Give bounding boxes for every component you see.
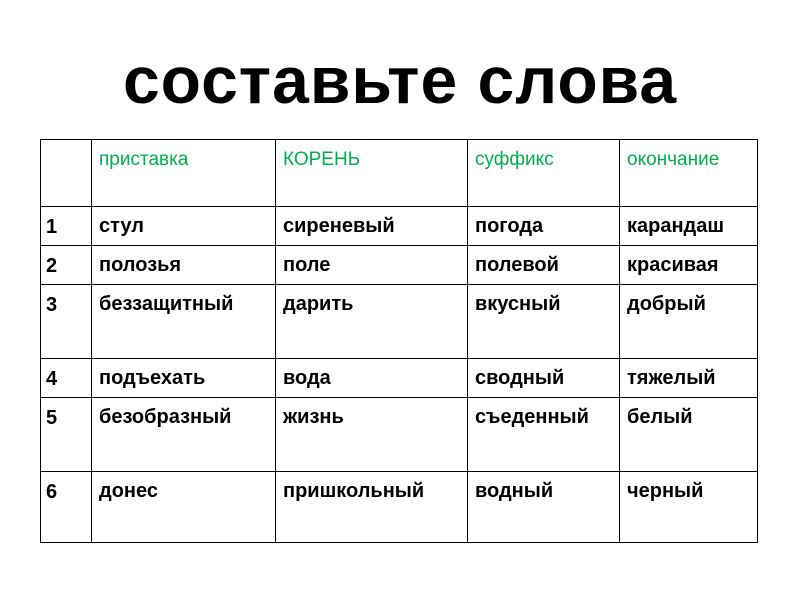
row-number: 3 (41, 285, 92, 359)
table-cell: стул (92, 207, 276, 246)
table-cell: дарить (276, 285, 468, 359)
table-cell: донес (92, 472, 276, 543)
table-row (41, 472, 758, 543)
table-cell: черный (620, 472, 758, 543)
table-cell: безобразный (92, 398, 276, 472)
word-parts-table (40, 139, 758, 543)
header-cell-ending: окончание (620, 140, 758, 207)
table-row (41, 207, 758, 246)
table-cell: жизнь (276, 398, 468, 472)
table-row (41, 246, 758, 285)
table-cell: подъехать (92, 359, 276, 398)
table-cell: белый (620, 398, 758, 472)
header-cell-prefix: приставка (92, 140, 276, 207)
table-cell: сиреневый (276, 207, 468, 246)
table-cell: сводный (468, 359, 620, 398)
row-number: 6 (41, 472, 92, 543)
table-cell: добрый (620, 285, 758, 359)
row-number: 4 (41, 359, 92, 398)
table-row (41, 285, 758, 359)
table-cell: вкусный (468, 285, 620, 359)
table-cell: съеденный (468, 398, 620, 472)
header-cell-number (41, 140, 92, 207)
row-number: 5 (41, 398, 92, 472)
table-cell: красивая (620, 246, 758, 285)
table-cell: тяжелый (620, 359, 758, 398)
page-title: составьте слова (122, 43, 678, 117)
table-cell: беззащитный (92, 285, 276, 359)
table-row (41, 398, 758, 472)
table-cell: пришкольный (276, 472, 468, 543)
table-cell: вода (276, 359, 468, 398)
table-cell: полозья (92, 246, 276, 285)
table-cell: карандаш (620, 207, 758, 246)
table-cell: водный (468, 472, 620, 543)
table-cell: полевой (468, 246, 620, 285)
table-header-row (41, 140, 758, 207)
table-row (41, 359, 758, 398)
table-cell: поле (276, 246, 468, 285)
row-number: 1 (41, 207, 92, 246)
header-cell-root: КОРЕНЬ (276, 140, 468, 207)
row-number: 2 (41, 246, 92, 285)
table-cell: погода (468, 207, 620, 246)
header-cell-suffix: суффикс (468, 140, 620, 207)
